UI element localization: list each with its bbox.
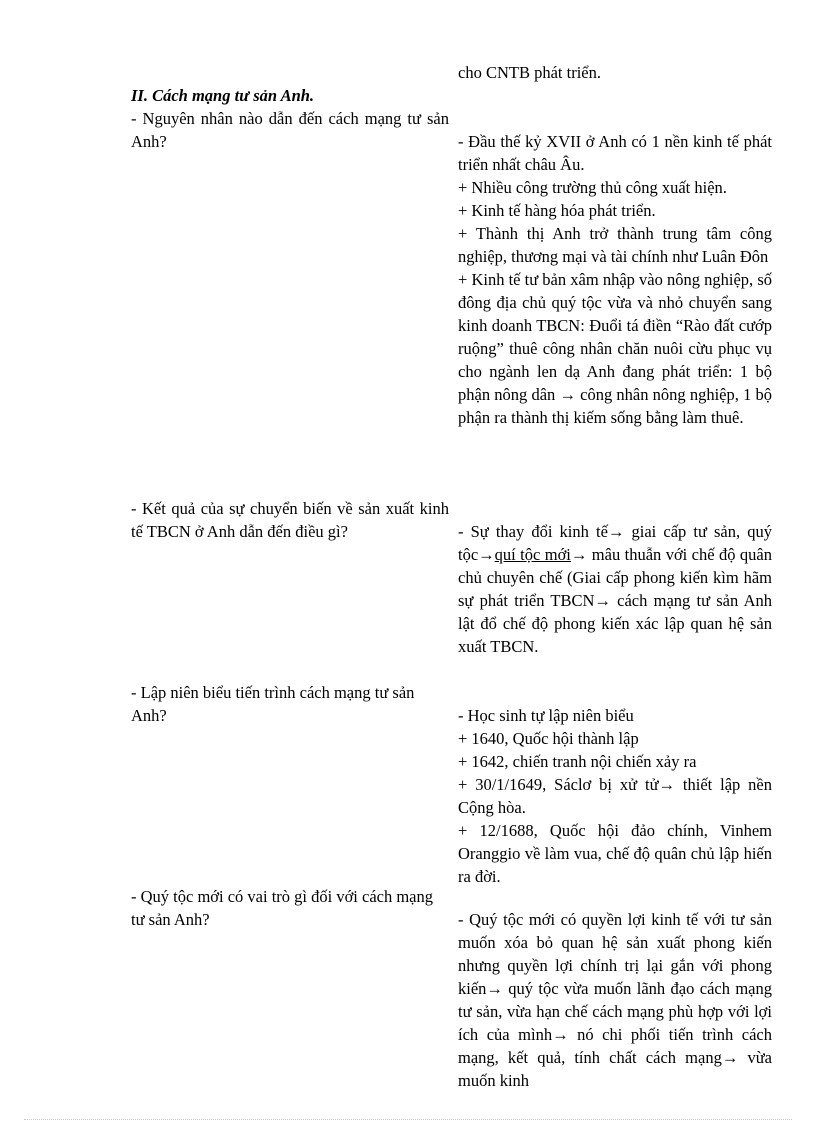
question-3: - Lập niên biểu tiến trình cách mạng tư sản Anh? <box>131 683 415 725</box>
answer-1-point: + Kinh tế hàng hóa phát triển. <box>458 201 656 220</box>
answer-3-point: + 1642, chiến tranh nội chiến xảy ra <box>458 752 697 771</box>
answer-1-point: + Thành thị Anh trở thành trung tâm công nghiệp, thương mại và tài chính như Luân Đôn <box>458 224 772 266</box>
answer-1 <box>458 130 772 429</box>
answer-4: - Quý tộc mới có quyền lợi kinh tế với tư sản muốn xóa bỏ quan hệ sản xuất phong kiến nhưng quyền lợi chính trị lại gắn với phong kiến→ quý tộc vừa muốn lãnh đạo cách mạng tư sản, vừa hạn chế cách mạng phù hợp với lợi ích của mình→ nó chi phối tiến trình cách mạng, kết quả, tính chất cách mạng→ vừa muốn kinh <box>458 910 772 1090</box>
answer-1-point: + Kinh tế tư bản xâm nhập vào nông nghiệp, số đông địa chủ quý tộc vừa và nhỏ chuyển sang kinh doanh TBCN: Đuổi tá điền “Rào đất cướp ruộng” thuê công nhân chăn nuôi cừu phục vụ cho ngành len dạ Anh đang phát triển: 1 bộ phận nông dân → công nhân nông nghiệp, 1 bộ phận ra thành thị kiếm sống bằng làm thuê. <box>458 270 772 427</box>
answer-3-intro: - Học sinh tự lập niên biểu <box>458 706 634 725</box>
question-1: - Nguyên nhân nào dẫn đến cách mạng tư sản Anh? <box>131 109 449 151</box>
page-bottom-rule <box>24 1119 792 1120</box>
answer-2-underlined-term: quí tộc mới <box>494 545 571 564</box>
answer-2 <box>458 520 772 658</box>
answer-3 <box>458 704 772 888</box>
question-4: - Quý tộc mới có vai trò gì đối với cách mạng tư sản Anh? <box>131 887 434 929</box>
answer-3-point: + 1640, Quốc hội thành lập <box>458 729 639 748</box>
answer-2-part1: - Sự thay đổi kinh tế→ giai cấp tư sản, quý tộc→ <box>458 522 772 564</box>
top-continuation: cho CNTB phát triển. <box>458 63 601 82</box>
answer-3-point: + 12/1688, Quốc hội đảo chính, Vinhem Oranggio về làm vua, chế độ quân chủ lập hiến ra đời. <box>458 821 772 886</box>
answer-3-point: + 30/1/1649, Sáclơ bị xử tử→ thiết lập nền Cộng hòa. <box>458 775 772 817</box>
question-2: - Kết quả của sự chuyển biến về sản xuất kinh tế TBCN ở Anh dẫn đến điều gì? <box>131 499 449 541</box>
answer-1-intro: - Đầu thế kỷ XVII ở Anh có 1 nền kinh tế phát triển nhất châu Âu. <box>458 132 772 174</box>
answer-1-point: + Nhiều công trường thủ công xuất hiện. <box>458 178 727 197</box>
section-heading: II. Cách mạng tư sản Anh. <box>131 86 315 105</box>
answer-2-part2: → mâu thuẫn với chế độ quân chủ chuyên chế (Giai cấp phong kiến kìm hãm sự phát triển TBCN→ cách mạng tư sản Anh lật đổ chế độ phong kiến xác lập quan hệ sản xuất TBCN. <box>458 545 772 656</box>
